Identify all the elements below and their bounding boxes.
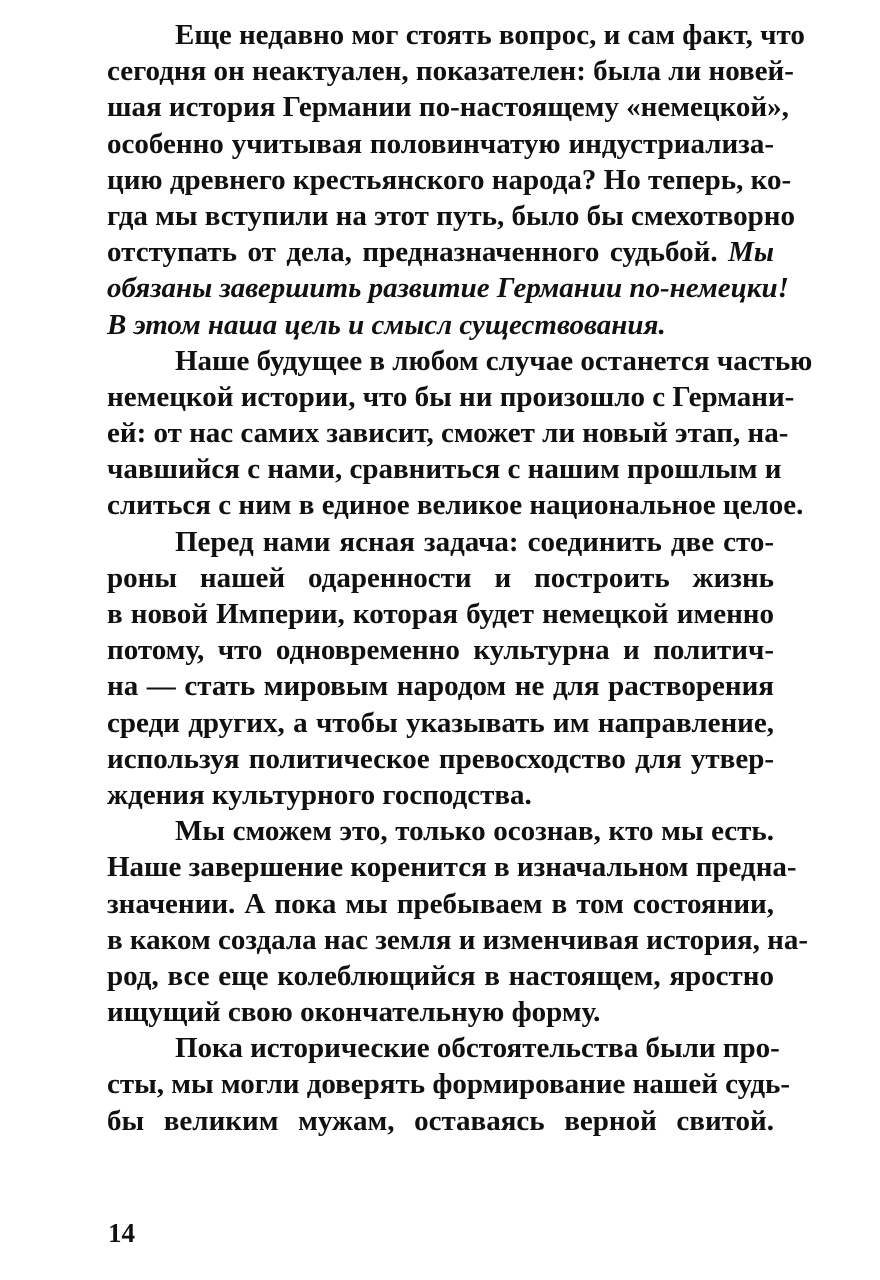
text-line [107,307,774,343]
text-line [107,126,774,162]
text-line [107,560,774,596]
text-line-content: гда мы вступили на этот путь, было бы смехотворно [107,199,795,232]
text-line [107,886,774,922]
text-line [107,596,774,632]
text-line [107,632,774,668]
text-line [107,741,774,777]
text-line-content: Наше будущее в любом случае останется частью [175,344,813,377]
page-number: 14 [108,1218,135,1248]
text-line-content: ей: от нас самих зависит, сможет ли новый этап, на- [107,417,789,450]
paragraph [107,343,813,524]
text-line [107,1103,774,1139]
text-line [107,1030,780,1066]
text-line [107,1066,791,1102]
body-text [107,17,813,1139]
text-line-content: чавшийся с нами, сравниться с нашим прошлым и [107,453,782,486]
italic-text: Мы [728,236,774,269]
text-line-content: в новой Империи, которая будет немецкой именно [107,598,774,630]
text-line [107,813,774,849]
text-line-content: В этом наша цель и смысл существования. [107,308,666,341]
text-line-content: потому, что одновременно культурна и политич- [107,634,774,667]
text-line [107,234,774,270]
text-line-content: ищущий свою окончательную форму. [107,996,601,1029]
text-line [107,487,804,523]
text-line-content: Наше завершение коренится в изначальном предна- [107,851,797,884]
text-line-content: обязаны завершить развитие Германии по-немецки! [107,272,789,305]
text-line [107,849,797,885]
text-line-content: бы великим мужам, оставаясь верной свитой. [107,1104,774,1137]
text-line-content: используя политическое превосходство для утвер- [107,742,774,775]
text-line [107,53,794,89]
text-line [107,162,792,198]
text-line-content: ждения культурного господства. [107,778,532,811]
text-line [107,777,774,813]
text-line [107,705,774,741]
paragraph [107,524,774,814]
text-line-content: Еще недавно мог стоять вопрос, и сам факт, что [175,19,805,51]
text-line [107,994,774,1030]
text-line-content: Перед нами ясная задача: соединить две сто- [175,525,774,558]
text-line-content: сегодня он неактуален, показателен: была ли новей- [107,55,794,88]
text-line-content: на — стать мировым народом не для растворения [107,670,774,703]
text-line-content: особенно учитывая половинчатую индустриализа- [107,127,774,160]
text-line [107,958,774,994]
paragraph [107,813,808,1030]
text-line [107,668,774,704]
text-line [107,343,813,379]
text-line-content: слиться с ним в единое великое национальное целое. [107,489,804,522]
text-line-content: Мы сможем это, только осознав, кто мы есть. [175,815,774,848]
text-line-content: значении. А пока мы пребываем в том состоянии, [107,887,774,920]
text-line [107,524,774,560]
text-line [107,89,789,125]
text-line-content: в каком создала нас земля и изменчивая история, на- [107,923,808,956]
text-line-content: отступать от дела, предназначенного судьбой. [107,236,718,269]
text-line [107,922,808,958]
text-line-content: сты, мы могли доверять формирование нашей судь- [107,1068,791,1101]
text-line [107,415,789,451]
text-line-content: роны нашей одаренности и построить жизнь [107,561,774,594]
text-line [107,270,789,306]
text-line-content: род, все еще колеблющийся в настоящем, яростно [107,959,774,992]
paragraph [107,1030,791,1139]
text-line [107,17,805,53]
text-line-content: немецкой истории, что бы ни произошло с Германи- [107,380,795,413]
text-line [107,379,795,415]
text-line [107,451,782,487]
text-line [107,198,795,234]
text-line-content: среди других, а чтобы указывать им направление, [107,706,774,739]
paragraph [107,17,805,343]
text-line-content: Пока исторические обстоятельства были про- [175,1032,780,1065]
text-line-content: шая история Германии по-настоящему «немецкой», [107,91,789,124]
text-line-content: цию древнего крестьянского народа? Но теперь, ко- [107,163,792,196]
